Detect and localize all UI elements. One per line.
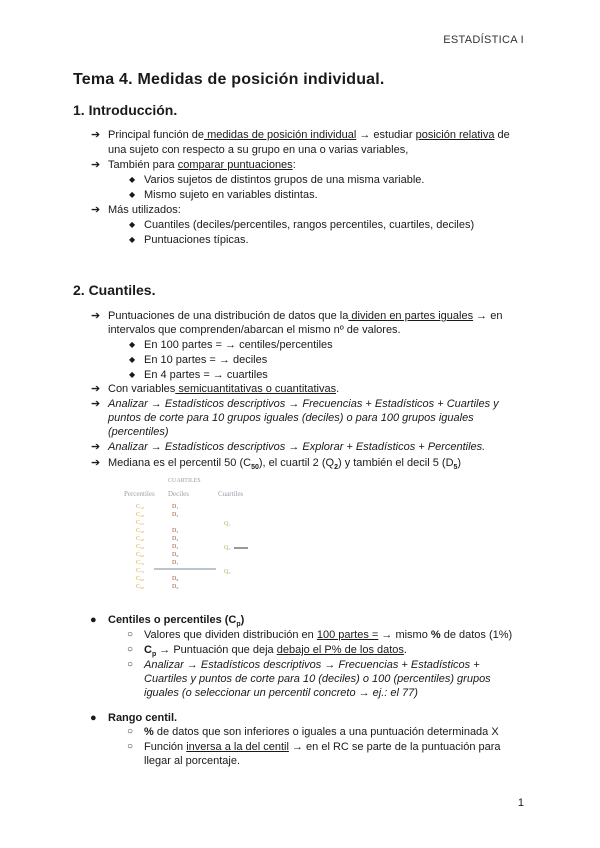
diamond-bullet-icon: ◆ (129, 175, 136, 184)
percentile-label: C₂₀ (136, 512, 145, 518)
sub-list-item-continuation: Cuartiles y puntos de corte para 10 (deciles) o 100 (percentiles) grupos (144, 673, 491, 685)
diamond-bullet-icon: ◆ (129, 355, 136, 364)
sub-list-item: % de datos que son inferiores o iguales a una puntuación determinada X (144, 726, 499, 738)
sub-list-item: Puntuaciones típicas. (144, 234, 249, 246)
subsection-heading-rango-centil: Rango centil. (108, 712, 178, 724)
circle-bullet-icon: ○ (127, 659, 134, 670)
sub-list-item: $C_p$ → Puntuación que deja debajo el P% de los datos. (144, 644, 407, 659)
decile-label: D₈ (172, 576, 179, 582)
list-item: Con variables semicuantitativas o cuantitativas. (108, 383, 340, 395)
sub-list-item: Función inversa a la del centil → en el RC se parte de la puntuación para (144, 741, 501, 753)
list-item: Principal función de medidas de posición individual → estudiar posición relativa de (108, 129, 510, 141)
sub-list-item: Valores que dividen distribución en 100 partes = → mismo % de datos (1%) (144, 629, 513, 641)
sub-list-item: Cuantiles (deciles/percentiles, rangos percentiles, cuartiles, deciles) (144, 219, 475, 231)
list-item-continuation: intervalos que comprenden/abarcan el mismo nº de valores. (108, 324, 401, 336)
sub-list-item-continuation: llegar al porcentaje. (144, 755, 241, 767)
list-item: Mediana es el percentil 50 $(C_{50})$, el cuartil 2 $(Q_2)$ y también el decil 5 $(D_5)$ (108, 457, 462, 472)
arrow-bullet-icon: ➔ (91, 441, 101, 453)
arrow-bullet-icon: ➔ (91, 398, 101, 410)
decile-label: D₇ (172, 560, 179, 566)
figure-col-percentiles: Percentiles (124, 490, 155, 498)
percentile-label: C₉₀ (136, 584, 145, 590)
percentile-label: C₇₀ (136, 560, 145, 566)
figure-col-deciles: Deciles (168, 490, 189, 498)
sub-list-item: Analizar → Estadísticos descriptivos → Frecuencias + Estadísticos + (144, 659, 480, 671)
figure-col-cuartiles: Cuartiles (218, 490, 244, 498)
decile-label: D₃ (172, 528, 179, 534)
sub-list-item: En 4 partes = → cuartiles (144, 369, 268, 381)
percentile-label: C₆₀ (136, 552, 145, 558)
decile-label: D₂ (172, 512, 179, 518)
arrow-bullet-icon: ➔ (91, 159, 101, 171)
page-number: 1 (517, 797, 524, 809)
diamond-bullet-icon: ◆ (129, 235, 136, 244)
list-item-continuation: puntos de corte para 10 grupos iguales (deciles) o para 100 grupos iguales (108, 412, 474, 424)
page-title: Tema 4. Medidas de posición individual. (73, 71, 385, 88)
cuartil-label: Q₁ (224, 521, 231, 527)
subsection-heading-centiles: Centiles o percentiles $(C_p)$ (108, 614, 245, 629)
cuartil-label: Q₃ (224, 569, 231, 575)
sub-list-item: En 100 partes = → centiles/percentiles (144, 339, 333, 351)
circle-bullet-icon: ○ (127, 644, 134, 655)
quantile-diagram (118, 472, 278, 590)
percentile-label: C₇₅ (136, 568, 145, 574)
figure-rows (136, 504, 230, 590)
list-item: Más utilizados: (108, 204, 181, 216)
decile-label: D₆ (172, 552, 179, 558)
diamond-bullet-icon: ◆ (129, 370, 136, 379)
list-item: También para comparar puntuaciones: (108, 159, 296, 171)
cuartil-label: Q₂ (224, 545, 231, 551)
list-item: Puntuaciones de una distribución de datos que la dividen en partes iguales → en (108, 310, 503, 322)
circle-bullet-icon: ○ (127, 741, 134, 752)
arrow-bullet-icon: ➔ (91, 383, 101, 395)
circle-bullet-icon: ○ (127, 629, 134, 640)
diamond-bullet-icon: ◆ (129, 220, 136, 229)
sub-list-item: Mismo sujeto en variables distintas. (144, 189, 318, 201)
bullet-dot-icon: ● (90, 712, 97, 724)
section-heading-cuantiles: 2. Cuantiles. (73, 282, 156, 298)
arrow-bullet-icon: ➔ (91, 457, 101, 469)
sub-list-item: En 10 partes = → deciles (144, 354, 268, 366)
decile-label: D₅ (172, 544, 179, 550)
diamond-bullet-icon: ◆ (129, 340, 136, 349)
percentile-label: C₃₀ (136, 528, 145, 534)
decile-label: D₄ (172, 536, 179, 542)
decile-label: D₉ (172, 584, 179, 590)
circle-bullet-icon: ○ (127, 726, 134, 737)
sub-list-item-continuation: iguales (o seleccionar un percentil concreto → ej.: el 77) (144, 687, 418, 699)
bullet-dot-icon: ● (90, 614, 97, 626)
sub-list-item: Varios sujetos de distintos grupos de una misma variable. (144, 174, 425, 186)
list-item-continuation: (percentiles) (108, 426, 169, 438)
list-item: Analizar → Estadísticos descriptivos → Explorar + Estadísticos + Percentiles. (108, 441, 486, 453)
percentile-label: C₈₀ (136, 576, 145, 582)
diamond-bullet-icon: ◆ (129, 190, 136, 199)
percentile-label: C₂₅ (136, 520, 145, 526)
percentile-label: C₅₀ (136, 544, 145, 550)
arrow-bullet-icon: ➔ (91, 310, 101, 322)
list-item: Analizar → Estadísticos descriptivos → Frecuencias + Estadísticos + Cuartiles y (108, 398, 499, 410)
arrow-bullet-icon: ➔ (91, 129, 101, 141)
percentile-label: C₁₀ (136, 504, 145, 510)
section-heading-introduccion: 1. Introducción. (73, 102, 178, 118)
list-item-continuation: una sujeto con respecto a su grupo en una o varias variables, (108, 144, 409, 156)
decile-label: D₁ (172, 504, 179, 510)
percentile-label: C₄₀ (136, 536, 145, 542)
figure-top-label: CUARTILES (168, 478, 201, 484)
arrow-bullet-icon: ➔ (91, 204, 101, 216)
running-header: ESTADÍSTICA I (443, 34, 524, 46)
